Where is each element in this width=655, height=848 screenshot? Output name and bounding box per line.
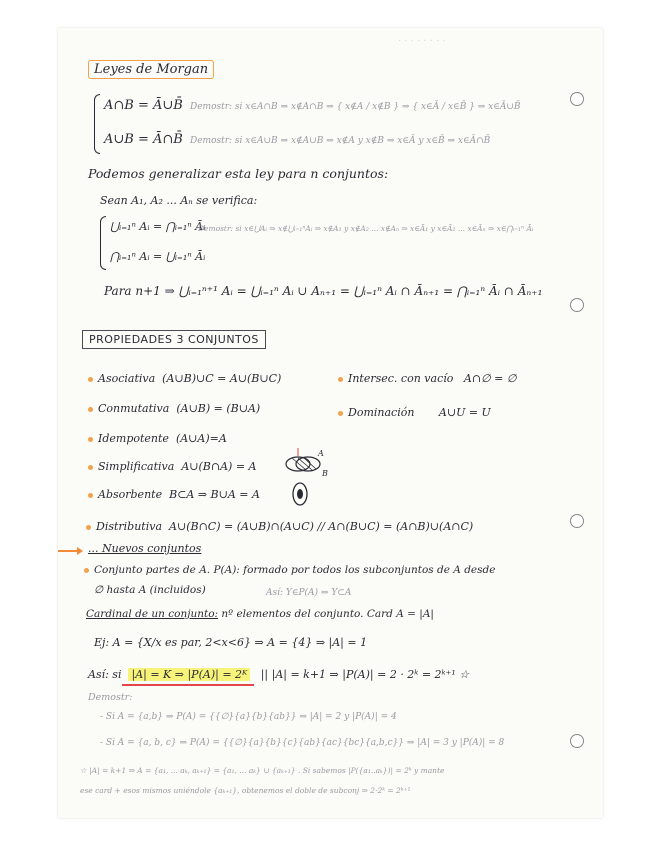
property-name: Asociativa <box>98 372 156 385</box>
red-underline <box>122 684 254 686</box>
bullet-dot <box>88 377 93 382</box>
property-formula: B⊂A ⇒ B∪A = A <box>169 488 260 501</box>
property-idempotente <box>88 432 227 445</box>
cardinal-label: Cardinal de un conjunto: <box>86 608 219 620</box>
morgan-law-2-proof: Demostr: si x∈A∪B ⇒ x∉A∪B ⇒ x∉A y x∉B ⇒ x∈Ā y x∈B̄ ⇒ x∈Ā∩B̄ <box>190 136 491 146</box>
orange-arrow-icon <box>58 550 78 552</box>
property-name: Distributiva <box>96 520 163 533</box>
venn-label-b: B <box>322 469 328 478</box>
property-name: Idempotente <box>98 432 169 445</box>
cardinal-definition <box>86 608 434 620</box>
inner-set <box>297 489 303 499</box>
property-name: Intersec. con vacío <box>348 372 454 385</box>
asi-prefix: Así: si <box>88 668 122 681</box>
property-formula: A∩∅ = ∅ <box>463 372 517 385</box>
ghost-text: · · · · · · · · <box>398 36 446 47</box>
property-formula: A∪(B∩C) = (A∪B)∩(A∪C) // A∩(B∪C) = (A∩B)∪(A∩C) <box>169 520 474 533</box>
property-formula: A∪(B∩A) = A <box>181 460 257 473</box>
demostr-line-3: ☆ |A| = k+1 ⇒ A = {a₁, ... aₖ, aₖ₊₁} = {a₁, ... aₖ} ∪ {aₖ₊₁} . Si sabemos |P({a₁..aₖ})| = 2ᵏ y mante <box>80 766 445 775</box>
bullet-dot <box>88 465 93 470</box>
property-formula: (A∪B)∪C = A∪(B∪C) <box>162 372 282 385</box>
subset-diagram-icon <box>290 480 310 508</box>
property-asociativa <box>88 372 281 385</box>
bullet-dot <box>84 568 89 573</box>
demostr-label: Demostr: <box>88 692 133 703</box>
cardinal-text: nº elementos del conjunto. Card A = |A| <box>221 608 434 620</box>
page-title: Leyes de Morgan <box>88 60 214 79</box>
property-formula: (A∪A)=A <box>175 432 227 445</box>
partes-text: Conjunto partes de A. P(A): formado por todos los subconjuntos de A desde <box>94 564 496 576</box>
binder-hole <box>570 92 584 106</box>
property-name: Simplificativa <box>98 460 175 473</box>
property-conmutativa <box>88 402 260 415</box>
asi-rest: || |A| = k+1 ⇒ |P(A)| = 2 · 2ᵏ = 2ᵏ⁺¹ ☆ <box>260 668 470 681</box>
example-line: Ej: A = {X/x es par, 2<x<6} ⇒ A = {4} ⇒ |A| = 1 <box>94 636 368 649</box>
bullet-dot <box>88 437 93 442</box>
binder-hole <box>570 298 584 312</box>
partes-note: Así: Y∈P(A) ⇔ Y⊂A <box>266 588 352 598</box>
bullet-dot <box>88 407 93 412</box>
property-formula: A∪U = U <box>438 406 491 419</box>
generalize-intro: Podemos generalizar esta ley para n conjuntos: <box>88 166 389 181</box>
notebook-page <box>58 28 603 818</box>
bullet-dot <box>86 525 91 530</box>
property-formula: (A∪B) = (B∪A) <box>176 402 261 415</box>
property-name: Absorbente <box>98 488 163 501</box>
morgan-law-2: A∪B = Ā∩B̄ <box>104 132 183 147</box>
property-absorbente <box>88 488 260 501</box>
property-interseccion-vacio <box>338 372 516 385</box>
property-simplificativa <box>88 460 257 473</box>
section-heading-nuevos: ... Nuevos conjuntos <box>88 542 202 555</box>
induction-step: Para n+1 ⇒ ⋃ᵢ₌₁ⁿ⁺¹ Aᵢ = ⋃ᵢ₌₁ⁿ Aᵢ ∪ Aₙ₊₁ = ⋃ᵢ₌₁ⁿ Aᵢ ∩ Āₙ₊₁ = ⋂ᵢ₌₁ⁿ Āᵢ ∩ Āₙ₊₁ <box>104 284 543 298</box>
bullet-dot <box>338 411 343 416</box>
section-heading-propiedades: PROPIEDADES 3 CONJUNTOS <box>82 330 266 349</box>
generalize-sean: Sean A₁, A₂ ... Aₙ se verifica: <box>100 194 258 207</box>
demostr-line-1: - Si A = {a,b} ⇒ P(A) = {{∅}{a}{b}{ab}} ⇒ |A| = 2 y |P(A)| = 4 <box>100 712 397 722</box>
general-formula-1: ⋃ᵢ₌₁ⁿ Aᵢ = ⋂ᵢ₌₁ⁿ Āᵢ <box>110 220 206 233</box>
demostr-line-4: ese card + esos mismos uniéndole {aₖ₊₁}, obtenemos el doble de subconj ⇒ 2·2ᵏ = 2ᵏ⁺¹ <box>80 786 411 795</box>
partes-definition-2: ∅ hasta A (incluidos) <box>94 584 206 596</box>
venn-label-a: A <box>318 449 324 458</box>
binder-hole <box>570 514 584 528</box>
demostr-line-2: - Si A = {a, b, c} ⇒ P(A) = {{∅}{a}{b}{c}{ab}{ac}{bc}{a,b,c}} ⇒ |A| = 3 y |P(A)| = 8 <box>100 738 505 748</box>
morgan-law-1-proof: Demostr: si x∈A∩B ⇒ x∉A∩B ⇒ { x∉A / x∉B } ⇒ { x∈Ā / x∈B̄ } ⇒ x∈Ā∪B̄ <box>190 102 521 112</box>
venn-circle-a <box>286 457 310 471</box>
asi-line <box>88 668 469 681</box>
partes-definition <box>84 564 495 576</box>
property-distributiva <box>86 520 473 533</box>
brace <box>100 216 106 270</box>
bullet-dot <box>338 377 343 382</box>
brace <box>94 94 100 154</box>
property-name: Dominación <box>348 406 415 419</box>
bullet-dot <box>88 493 93 498</box>
property-name: Conmutativa <box>98 402 170 415</box>
general-formula-1-proof: Demostr: si x∈⋃Aᵢ ⇒ x∉⋃ᵢ₌₁ⁿAᵢ ⇒ x∉A₁ y x∉A₂ ... x∉Aₙ ⇒ x∈Ā₁ y x∈Ā₂ ... x∈Āₙ ⇒ x∈⋂ᵢ₌₁ⁿ Āᵢ <box>198 224 534 233</box>
morgan-law-1: A∩B = Ā∪B̄ <box>104 98 183 113</box>
venn-diagram-icon <box>276 448 346 478</box>
binder-hole <box>570 734 584 748</box>
highlighted-formula: |A| = K ⇒ |P(A)| = 2ᴷ <box>128 668 250 681</box>
venn-hatch <box>304 458 316 469</box>
general-formula-2: ⋂ᵢ₌₁ⁿ Aᵢ = ⋃ᵢ₌₁ⁿ Āᵢ <box>110 250 206 263</box>
property-dominacion <box>338 406 491 419</box>
